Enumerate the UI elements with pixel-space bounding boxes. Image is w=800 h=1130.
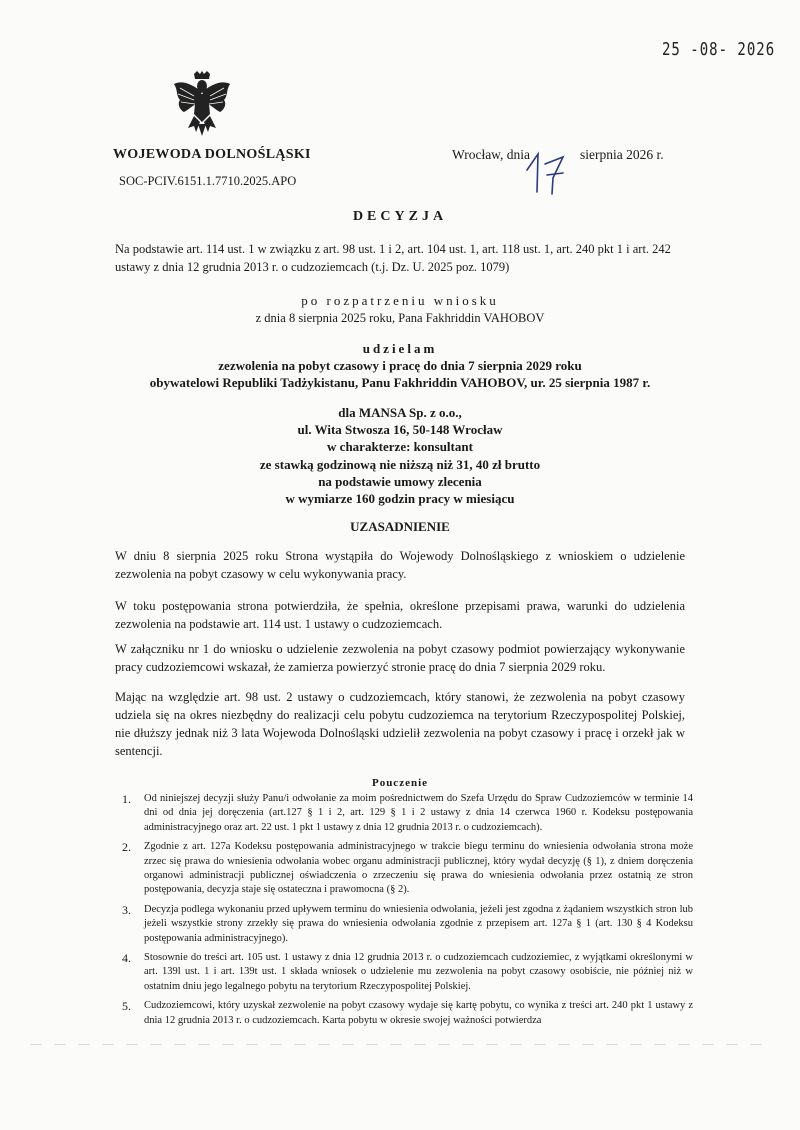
case-reference-number: SOC-PCIV.6151.1.7710.2025.APO bbox=[119, 174, 297, 188]
permit-scope: zezwolenia na pobyt czasowy i pracę do dnia 7 sierpnia 2029 roku bbox=[218, 358, 582, 373]
employment-conditions bbox=[0, 404, 800, 507]
application-details: z dnia 8 sierpnia 2025 roku, Pana Fakhriddin VAHOBOV bbox=[255, 311, 545, 325]
list-item bbox=[118, 951, 693, 994]
instructions-list bbox=[118, 792, 693, 1033]
list-item-number: 3. bbox=[122, 902, 131, 917]
justification-heading: UZASADNIENIE bbox=[350, 519, 450, 534]
decision-verb: udzielam bbox=[362, 341, 438, 356]
list-item-text: Cudzoziemcowi, który uzyskał zezwolenie na pobyt czasowy wydaje się kartę pobytu, co wynika z treści art. 240 pkt 1 ustawy z dnia 12 grudnia 2013 r. o cudzoziemcach. Karta pobytu w okresie swojej ważności potwierdza bbox=[144, 1000, 693, 1026]
list-item-text: Od niniejszej decyzji służy Panu/i odwołanie za moim pośrednictwem do Szefa Urzędu do Spraw Cudzoziemców w terminie 14 dni od dnia jej doręczenia (art.127 § 1 i 2, art. 129 § 1 i 2 ustawy z dnia 14 czerwca 1960 r. Kodeksu postępowania administracyjnego oraz art. 22 ust. 1 pkt 1 ustawy z dnia 12 grudnia 2013 r. o cudzoziemcach). bbox=[144, 793, 693, 833]
job-role: w charakterze: konsultant bbox=[327, 439, 473, 455]
justification-paragraph: W załączniku nr 1 do wniosku o udzielenie zezwolenia na pobyt czasowy podmiot powierzający wykonywanie pracy cudzoziemcowi wskazał, że zamierza powierzyć stronie pracę do dnia 7 sierpnia 2029 roku. bbox=[115, 642, 685, 674]
applicant-identity: obywatelowi Republiki Tadżykistanu, Panu Fakhriddin VAHOBOV, ur. 25 sierpnia 1987 r. bbox=[149, 375, 651, 390]
working-hours: w wymiarze 160 godzin pracy w miesiącu bbox=[285, 491, 515, 507]
justification-paragraph: W toku postępowania strona potwierdziła, że spełnia, określone przepisami prawa, warunki do udzielenia zezwolenia na podstawie art. 114 ust. 1 ustawy o cudzoziemcach. bbox=[115, 599, 685, 631]
place-date-prefix: Wrocław, dnia bbox=[452, 147, 531, 162]
list-item bbox=[118, 903, 693, 946]
instructions-heading: Pouczenie bbox=[371, 777, 429, 789]
issuing-authority: WOJEWODA DOLNOŚLĄSKI bbox=[113, 147, 311, 162]
employer-name: dla MANSA Sp. z o.o., bbox=[338, 405, 462, 420]
list-item-text: Stosownie do treści art. 105 ust. 1 ustawy z dnia 12 grudnia 2013 r. o cudzoziemcach cudzoziemiec, z wyjątkami określonymi w art. 139l ust. 1 i art. 139t ust. 1 składa wniosek o udzielenie mu zezwolenia na pobyt czasowy osobiście, nie później niż w ostatnim dniu jego legalnego pobytu na terytorium Rzeczypospolitej Polskiej. bbox=[144, 952, 693, 992]
legal-basis-paragraph: Na podstawie art. 114 ust. 1 w związku z art. 98 ust. 1 i 2, art. 104 ust. 1, art. 118 ust. 1, art. 240 pkt 1 i art. 242 ustawy z dnia 12 grudnia 2013 r. o cudzoziemcach (t.j. Dz. U. 2025 poz. 1079) bbox=[115, 242, 671, 274]
list-item-number: 2. bbox=[122, 840, 131, 855]
consideration-line: po rozpatrzeniu wniosku bbox=[301, 293, 499, 308]
employer-address: ul. Wita Stwosza 16, 50-148 Wrocław bbox=[297, 422, 503, 438]
received-date-stamp: 25 -08- 2026 bbox=[662, 40, 776, 60]
justification-paragraph: W dniu 8 sierpnia 2025 roku Strona wystąpiła do Wojewody Dolnośląskiego z wnioskiem o udzielenie zezwolenia na pobyt czasowy w celu wykonywania pracy. bbox=[115, 549, 685, 581]
list-item bbox=[118, 792, 693, 835]
handwritten-day-signature bbox=[523, 148, 569, 196]
list-item-number: 1. bbox=[122, 792, 131, 806]
list-item-number: 5. bbox=[122, 999, 131, 1014]
list-item bbox=[118, 999, 693, 1028]
contract-type: na podstawie umowy zlecenia bbox=[318, 473, 482, 489]
place-date-suffix: sierpnia 2026 r. bbox=[580, 147, 664, 162]
list-item-text: Zgodnie z art. 127a Kodeksu postępowania administracyjnego w trakcie biegu terminu do wniesienia odwołania strona może zrzec się prawa do wniesienia odwołania wobec organu administracji publicznej, który wydał decyzję (§ 1), z dniem doręczenia organowi administracji publicznej oświadczenia o zrzeczeniu się prawa do wniesienia odwołania przez ostatnią ze stron postępowania, decyzja staje się ostateczna i prawomocna (§ 2). bbox=[144, 841, 693, 896]
list-item-number: 4. bbox=[122, 951, 131, 966]
justification-paragraph: Mając na względzie art. 98 ust. 2 ustawy o cudzoziemcach, który stanowi, że zezwolenia na pobyt czasowy udziela się na okres niezbędny do realizacji celu pobytu cudzoziemca na terytorium Rzeczypospolitej Polskiej, nie dłuższy jednak niż 3 lata Wojewoda Dolnośląski udzielił zezwolenia na pobyt czasowy i pracę i orzekł jak w sentencji. bbox=[115, 690, 685, 758]
hourly-rate: ze stawką godzinową nie niższą niż 31, 40 zł brutto bbox=[259, 456, 541, 472]
scan-artifact-divider bbox=[30, 1044, 770, 1045]
polish-eagle-emblem-icon bbox=[172, 70, 232, 138]
list-item bbox=[118, 840, 693, 898]
list-item-text: Decyzja podlega wykonaniu przed upływem terminu do wniesienia odwołania, jeżeli jest zgodna z żądaniem wszystkich stron lub jeżeli wszystkie strony zrzekły się prawa do wniesienia odwołania zgodnie z przepisem art. 127a § 1 (art. 130 § 4 Kodeksu postępowania administracyjnego). bbox=[144, 903, 693, 944]
document-title: DECYZJA bbox=[352, 209, 448, 224]
